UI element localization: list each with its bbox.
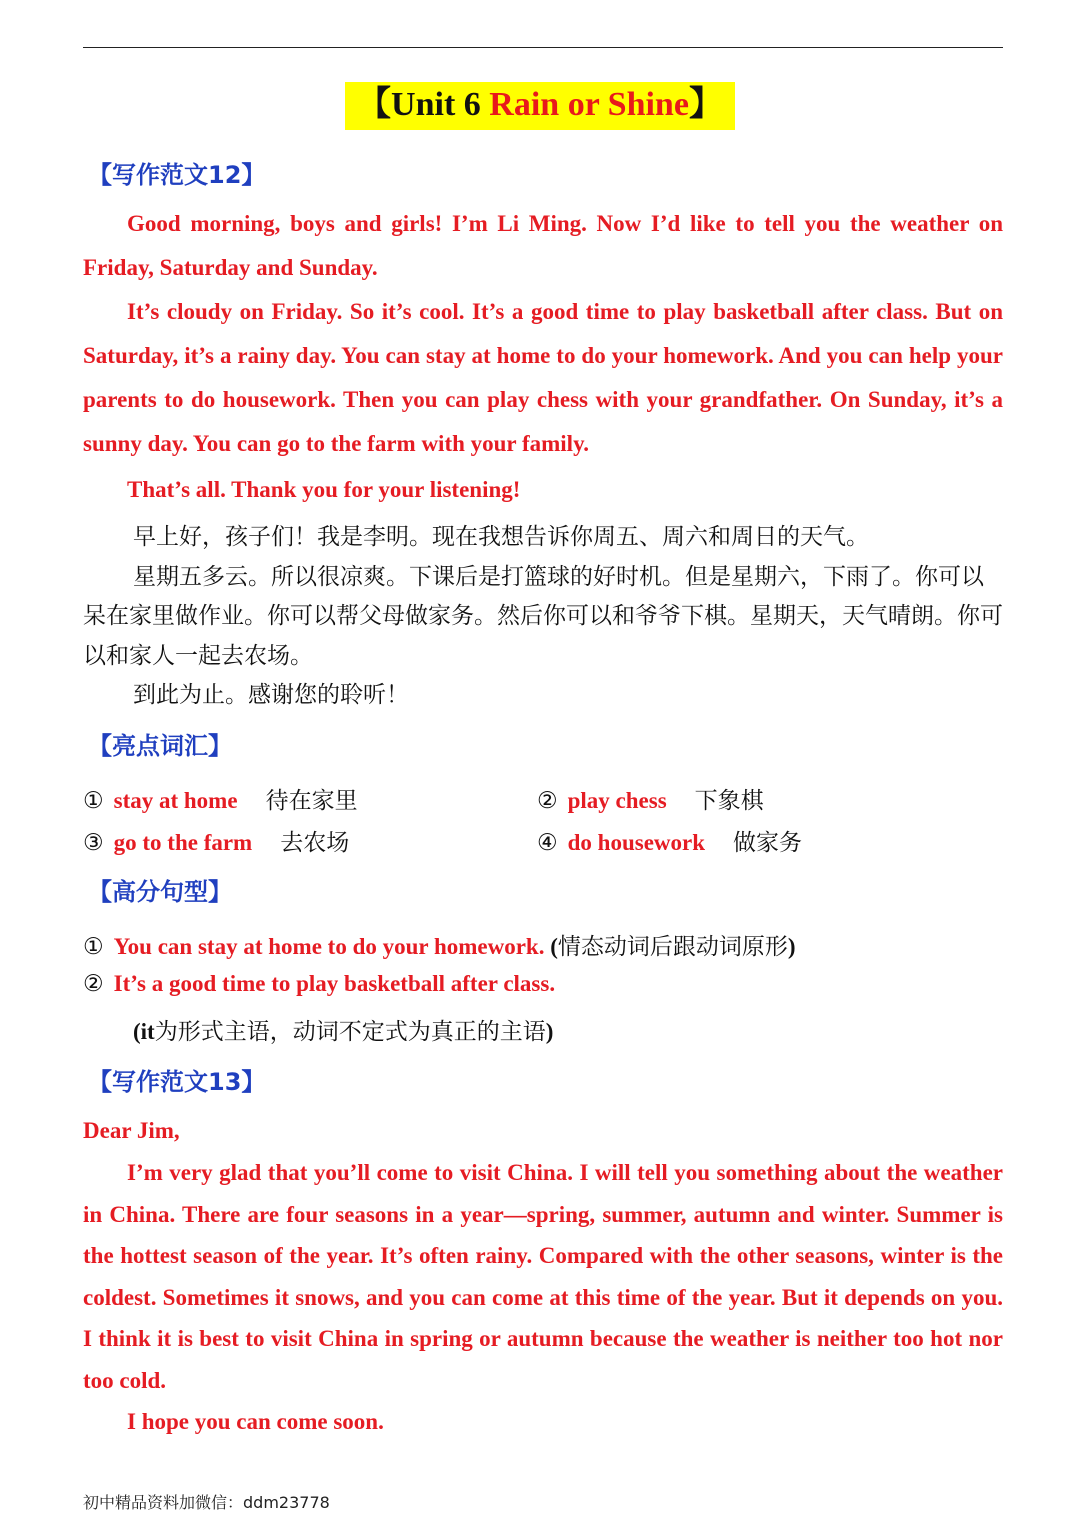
sentence-extra-note (133, 1013, 553, 1046)
vocab-item (537, 824, 802, 857)
note-open: ( (544, 934, 558, 959)
essay12-en-paragraph-2: It’s cloudy on Friday. So it’s cool. It’s a good time to play basketball after class. But on Saturday, it’s a rainy day. You can stay at home to do your homework. And you can help your parents to do housework. Then you can play chess with your grandfather. On Sunday, it’s a sunny day. You can go to the farm with your family. (83, 299, 1003, 456)
vocab-english: play chess (567, 788, 667, 813)
title-banner (0, 82, 1080, 130)
vocab-item (83, 782, 358, 815)
vocab-number: ① (83, 788, 104, 813)
title-suffix: 】 (688, 86, 723, 123)
essay12-zh-paragraph-2: 星期五多云。所以很凉爽。下课后是打篮球的好时机。但是星期六，下雨了。你可以呆在家里做作业。你可以帮父母做家务。然后你可以和爷爷下棋。星期天，天气晴朗。你可以和家人一起去农场。 (83, 563, 1003, 669)
vocab-number: ④ (537, 830, 558, 855)
essay13-salutation: Dear Jim, (83, 1118, 180, 1143)
sentences-heading: 【高分句型】 (88, 878, 232, 906)
extra-note-open: (it (133, 1019, 155, 1044)
essay12-chinese (83, 518, 1003, 716)
title-unit-name: Rain or Shine (489, 86, 689, 123)
vocab-item (537, 782, 764, 815)
top-rule (83, 47, 1003, 48)
vocab-english: do housework (567, 830, 706, 855)
title-prefix: 【Unit 6 (357, 86, 490, 123)
sentence-english: You can stay at home to do your homework. (113, 934, 545, 959)
vocab-english: go to the farm (113, 830, 253, 855)
essay12-zh-paragraph-3: 到此为止。感谢您的聆听！ (133, 682, 409, 708)
vocab-chinese: 待在家里 (265, 788, 358, 814)
vocab-number: ② (537, 788, 558, 813)
essay12-heading: 【写作范文12】 (88, 161, 266, 189)
extra-note-text: 为形式主语，动词不定式为真正的主语 (154, 1019, 546, 1045)
extra-note-close: ) (545, 1019, 554, 1044)
vocab-chinese: 去农场 (280, 830, 350, 856)
page-title (345, 82, 735, 130)
sentence-item (83, 971, 555, 997)
note-close: ) (787, 934, 796, 959)
essay13-paragraph-1: I’m very glad that you’ll come to visit China. I will tell you something about the weather in China. There are four seasons in a year—spring, summer, autumn and winter. Summer is the hottest season of the year. It’s often rainy. Compared with the other seasons, winter is the coldest. Sometimes it snows, and you can come at this time of the year. But it depends on you. I think it is best to visit China in spring or autumn because the weather is neither too hot nor too cold. (83, 1160, 1003, 1393)
vocab-english: stay at home (113, 788, 238, 813)
vocab-chinese: 下象棋 (694, 788, 764, 814)
essay12-zh-paragraph-1: 早上好，孩子们！我是李明。现在我想告诉你周五、周六和周日的天气。 (133, 524, 869, 550)
sentence-item (83, 928, 796, 961)
essay13-heading: 【写作范文13】 (88, 1068, 266, 1096)
vocab-heading: 【亮点词汇】 (88, 732, 232, 760)
essay13-body (83, 1110, 1003, 1443)
vocab-number: ③ (83, 830, 104, 855)
essay12-en-paragraph-1: Good morning, boys and girls! I’m Li Ming. Now I’d like to tell you the weather on Friday, Saturday and Sunday. (83, 211, 1003, 280)
sentence-number: ② (83, 971, 104, 996)
footer-watermark: 初中精品资料加微信：ddm23778 (83, 1493, 330, 1512)
note-text: 情态动词后跟动词原形 (557, 934, 788, 960)
sentence-note (544, 934, 795, 959)
essay13-paragraph-2: I hope you can come soon. (127, 1409, 384, 1434)
vocab-item (83, 824, 349, 857)
sentence-english: It’s a good time to play basketball after class. (113, 971, 556, 996)
sentence-number: ① (83, 934, 104, 959)
essay12-en-paragraph-3: That’s all. Thank you for your listening! (127, 477, 521, 502)
essay12-english (83, 202, 1003, 512)
vocab-chinese: 做家务 (733, 830, 803, 856)
